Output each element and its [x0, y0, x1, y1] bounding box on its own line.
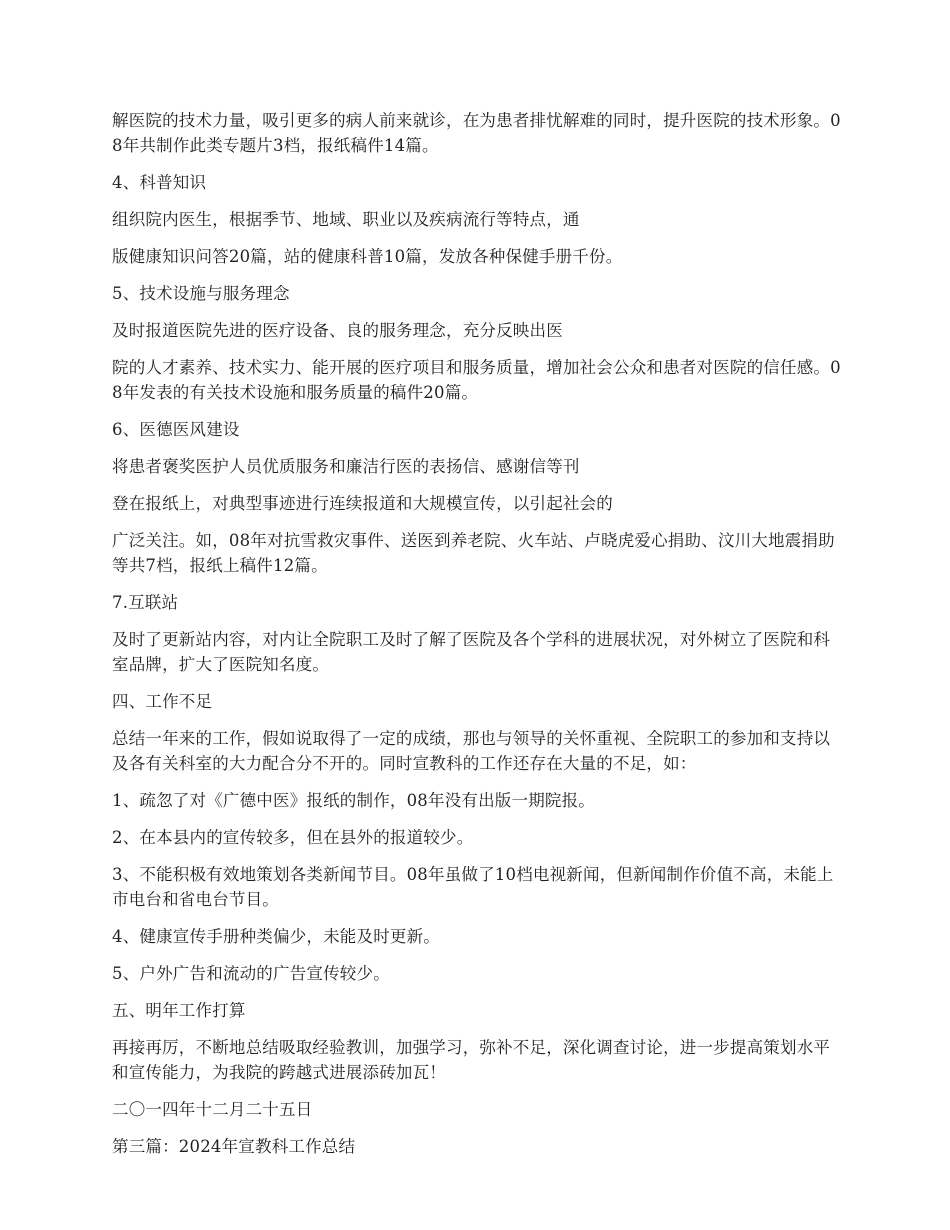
paragraph-date: 二〇一四年十二月二十五日 — [112, 1100, 313, 1119]
paragraph-health-qa: 版健康知识问答20篇，站的健康科普10篇，发放各种保健手册千份。 — [112, 247, 623, 266]
paragraph-talent-quality: 院的人才素养、技术实力、能开展的医疗项目和服务质量，增加社会公众和患者对医院的信任感。08年发表的有关技术设施和服务质量的稿件20篇。 — [112, 358, 841, 402]
paragraph-report-equipment: 及时报道医院先进的医疗设备、良的服务理念，充分反映出医 — [112, 321, 563, 340]
heading-internet-site: 7.互联站 — [112, 593, 179, 612]
paragraph-newspaper-report: 登在报纸上，对典型事迹进行连续报道和大规模宣传，以引起社会的 — [112, 494, 613, 513]
paragraph-plan-details: 再接再厉，不断地总结吸取经验教训，加强学习，弥补不足，深化调查讨论，进一步提高策划水平和宣传能力，为我院的跨越式进展添砖加瓦！ — [112, 1038, 831, 1082]
heading-medical-ethics: 6、医德医风建设 — [112, 420, 240, 439]
heading-popular-science: 4、科普知识 — [112, 173, 207, 192]
heading-facilities-service: 5、技术设施与服务理念 — [112, 284, 290, 303]
list-item-shortcoming-4: 4、健康宣传手册种类偏少，未能及时更新。 — [112, 927, 440, 946]
heading-shortcomings: 四、工作不足 — [112, 692, 213, 711]
paragraph-site-update: 及时了更新站内容，对内让全院职工及时了解了医院及各个学科的进展状况，对外树立了医院和科室品牌，扩大了医院知名度。 — [112, 630, 831, 674]
document-body — [112, 108, 842, 1171]
list-item-shortcoming-3: 3、不能积极有效地策划各类新闻节目。08年虽做了10档电视新闻，但新闻制作价值不高，未能上市电台和省电台节目。 — [112, 865, 834, 909]
paragraph-year-summary: 总结一年来的工作，假如说取得了一定的成绩，那也与领导的关怀重视、全院职工的参加和支持以及各有关科室的大力配合分不开的。同时宣教科的工作还存在大量的不足，如： — [112, 729, 831, 773]
list-item-shortcoming-5: 5、户外广告和流动的广告宣传较少。 — [112, 964, 390, 983]
list-item-shortcoming-2: 2、在本县内的宣传较多，但在县外的报道较少。 — [112, 828, 474, 847]
paragraph-praise-letters: 将患者褒奖医护人员优质服务和廉洁行医的表扬信、感谢信等刊 — [112, 457, 580, 476]
paragraph-wide-attention: 广泛关注。如，08年对抗雪救灾事件、送医到养老院、火车站、卢晓虎爱心捐助、汶川大地震捐助等共7档，报纸上稿件12篇。 — [112, 531, 835, 575]
list-item-shortcoming-1: 1、疏忽了对《广德中医》报纸的制作，08年没有出版一期院报。 — [112, 791, 595, 810]
paragraph-continuation-tech-image: 解医院的技术力量，吸引更多的病人前来就诊，在为患者排忧解难的同时，提升医院的技术形象。08年共制作此类专题片3档，报纸稿件14篇。 — [112, 111, 841, 155]
heading-third-article: 第三篇：2024年宣教科工作总结 — [112, 1137, 356, 1156]
heading-next-year-plan: 五、明年工作打算 — [112, 1001, 246, 1020]
paragraph-organize-doctors: 组织院内医生，根据季节、地域、职业以及疾病流行等特点，通 — [112, 210, 580, 229]
